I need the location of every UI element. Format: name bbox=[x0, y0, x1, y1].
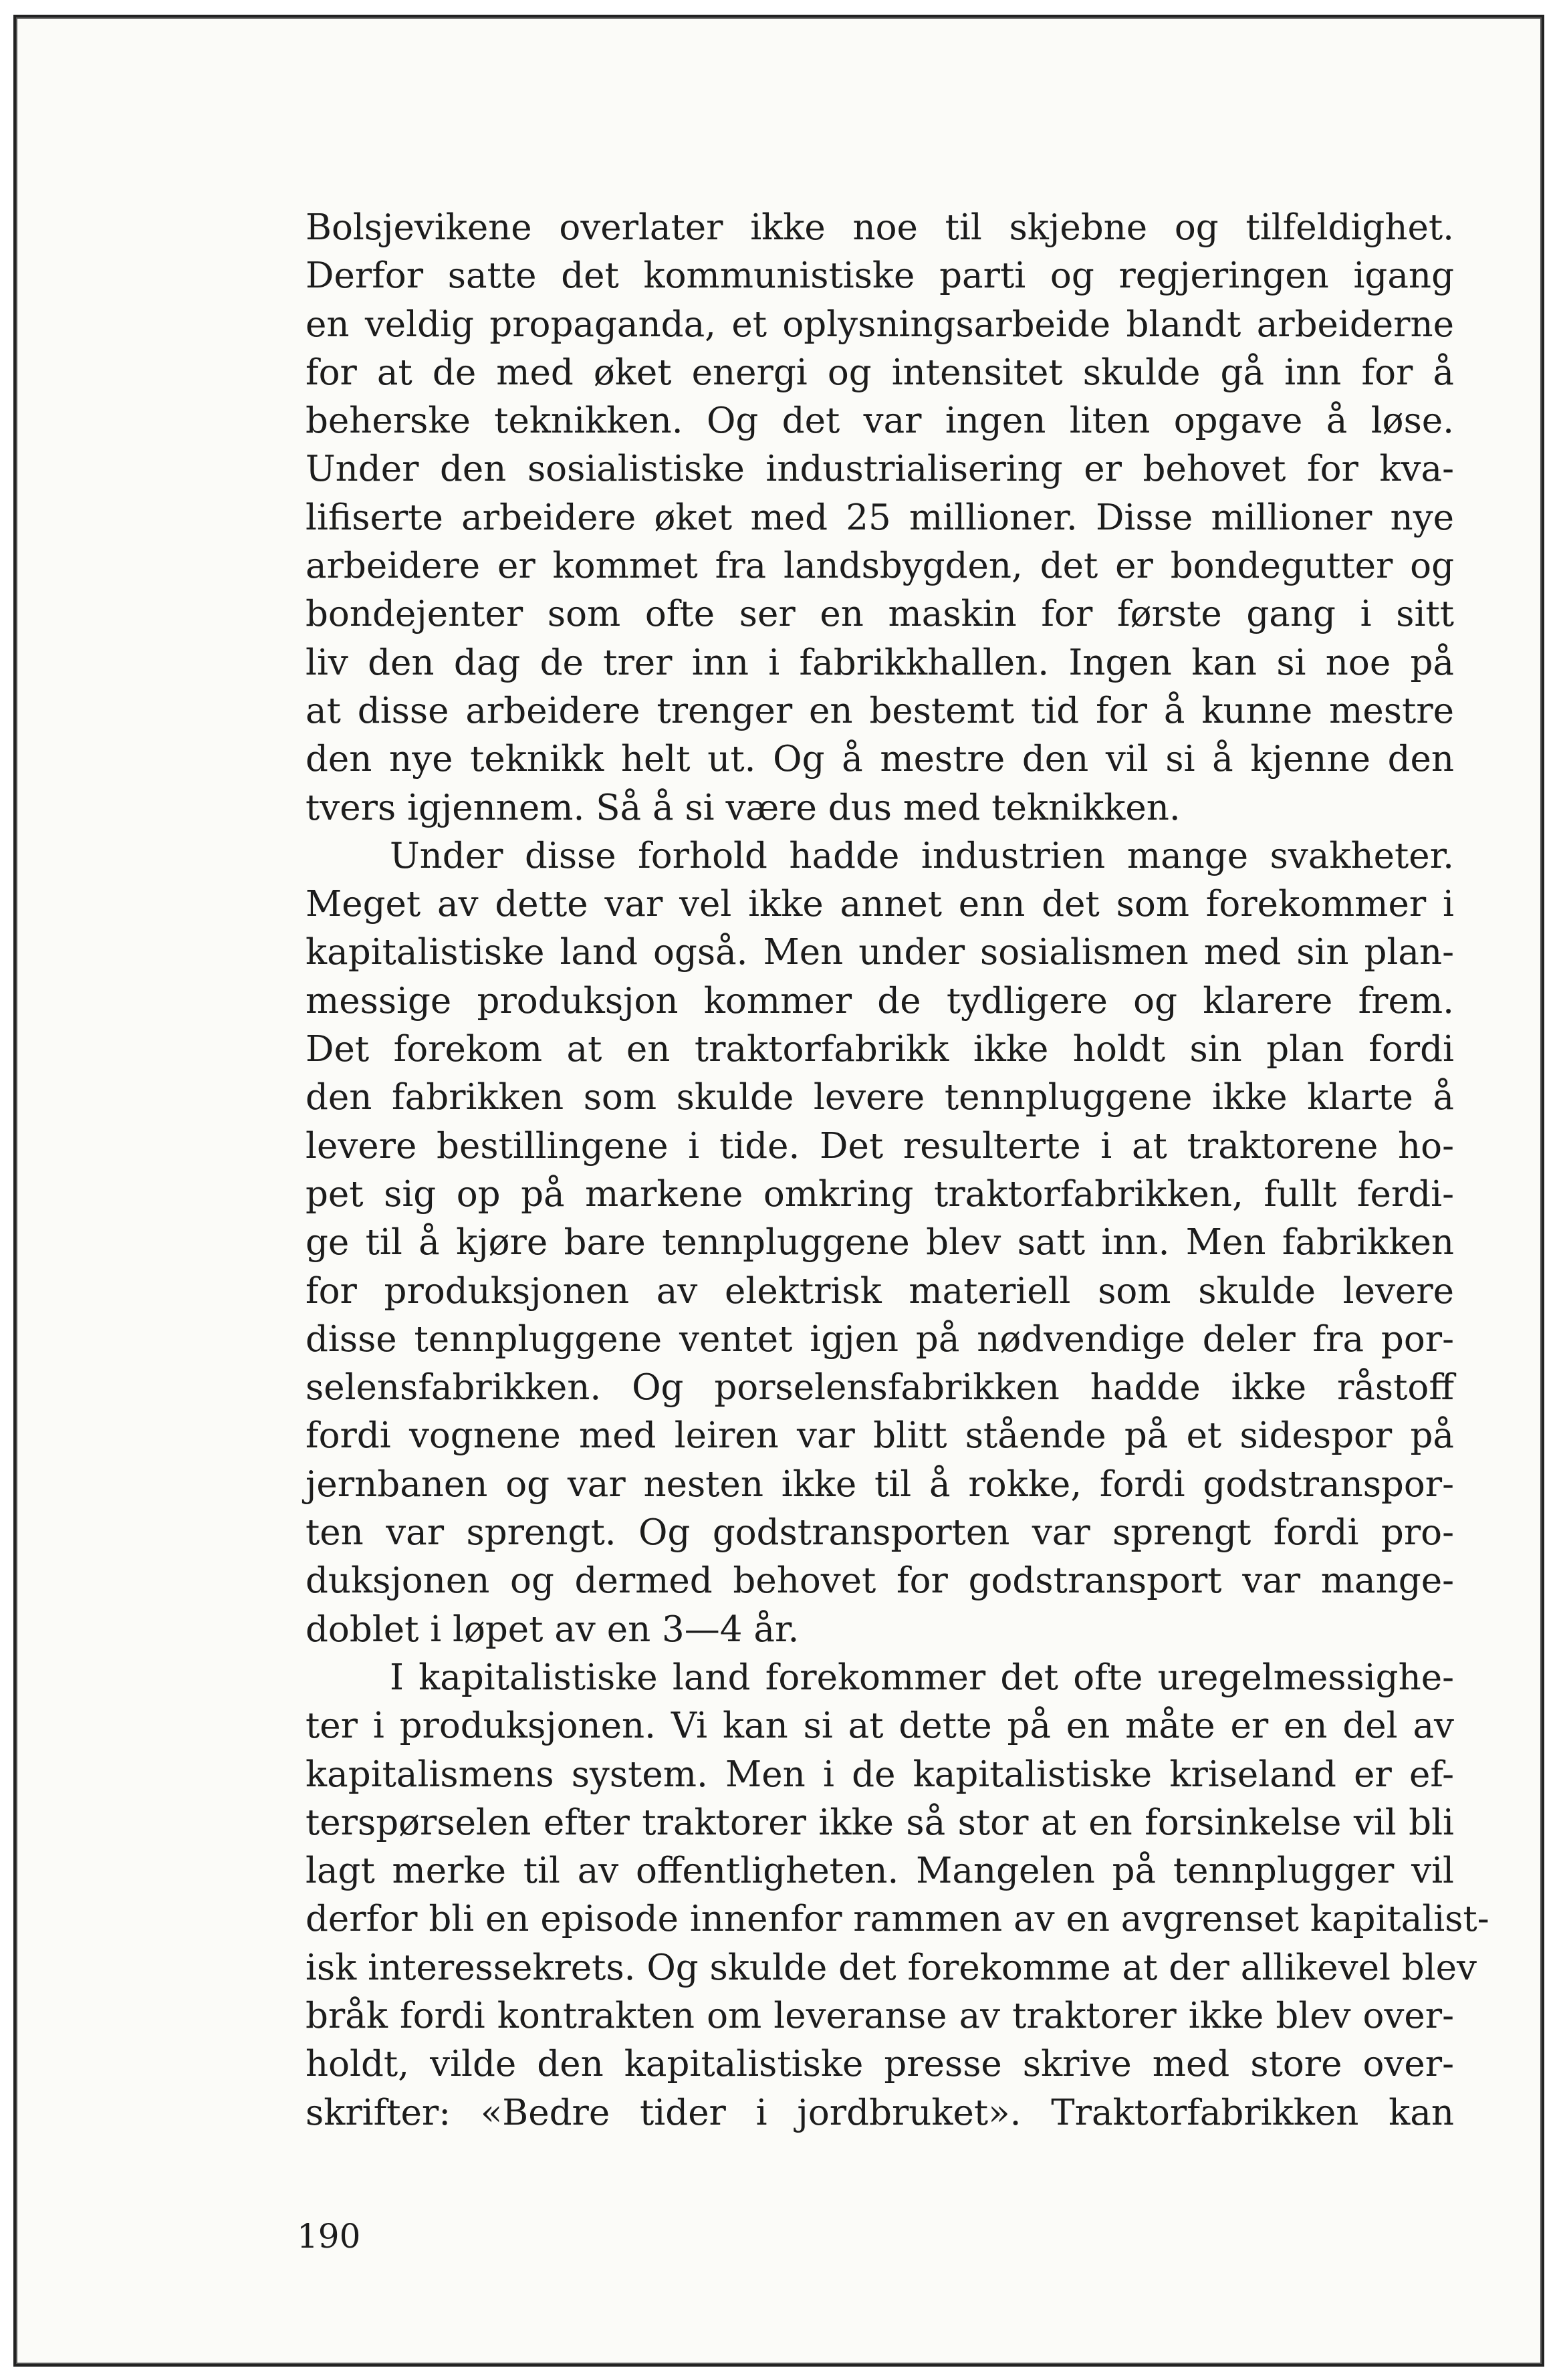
text-line: for at de med øket energi og intensitet skulde gå inn for å bbox=[306, 352, 1454, 393]
text-line: bråk fordi kontrakten om leveranse av traktorer ikke blev over- bbox=[306, 1995, 1454, 2036]
text-line: levere bestillingene i tide. Det resulterte i at traktorene ho- bbox=[306, 1125, 1454, 1167]
text-line: kapitalistiske land også. Men under sosialismen med sin plan- bbox=[306, 932, 1454, 973]
text-line: arbeidere er kommet fra landsbygden, det er bondegutter og bbox=[306, 546, 1454, 587]
text-line: isk interessekrets. Og skulde det forekomme at der allikevel blev bbox=[306, 1947, 1477, 1988]
text-line: at disse arbeidere trenger en bestemt tid for å kunne mestre bbox=[306, 690, 1454, 731]
text-line: den nye teknikk helt ut. Og å mestre den vil si å kjenne den bbox=[306, 739, 1454, 780]
text-line: liv den dag de trer inn i fabrikkhallen. Ingen kan si noe på bbox=[306, 642, 1454, 683]
text-line: ten var sprengt. Og godstransporten var sprengt fordi pro- bbox=[306, 1512, 1454, 1554]
text-line: Det forekom at en traktorfabrikk ikke holdt sin plan fordi bbox=[306, 1029, 1454, 1070]
text-line: beherske teknikken. Og det var ingen liten opgave å løse. bbox=[306, 400, 1454, 442]
text-line: Meget av dette var vel ikke annet enn det som forekommer i bbox=[306, 884, 1454, 925]
text-line: en veldig propaganda, et oplysningsarbeide blandt arbeiderne bbox=[306, 304, 1454, 345]
text-line: ter i produksjonen. Vi kan si at dette på en måte er en del av bbox=[306, 1705, 1454, 1747]
text-line: I kapitalistiske land forekommer det ofte uregelmessighe- bbox=[390, 1657, 1454, 1698]
text-line: derfor bli en episode innenfor rammen av en avgrenset kapitalist- bbox=[306, 1899, 1489, 1940]
text-line: lagt merke til av offentligheten. Mangelen på tennplugger vil bbox=[306, 1851, 1454, 1892]
text-line: Bolsjevikene overlater ikke noe til skjebne og tilfeldighet. bbox=[306, 207, 1454, 248]
page-number: 190 bbox=[297, 2217, 361, 2256]
body-text bbox=[306, 204, 1489, 2137]
text-line: Under disse forhold hadde industrien mange svakheter. bbox=[390, 835, 1454, 876]
text-line: holdt, vilde den kapitalistiske presse skrive med store over- bbox=[306, 2044, 1454, 2085]
text-line: for produksjonen av elektrisk materiell som skulde levere bbox=[306, 1270, 1454, 1312]
text-line: Derfor satte det kommunistiske parti og regjeringen igang bbox=[306, 255, 1454, 297]
text-line: fordi vognene med leiren var blitt stående på et sidespor på bbox=[306, 1415, 1454, 1457]
text-line: skrifter: «Bedre tider i jordbruket». Traktorfabrikken kan bbox=[306, 2092, 1454, 2133]
text-line: den fabrikken som skulde levere tennpluggene ikke klarte å bbox=[306, 1077, 1454, 1118]
text-line: pet sig op på markene omkring traktorfabrikken, fullt ferdi- bbox=[306, 1173, 1454, 1215]
text-line: ge til å kjøre bare tennpluggene blev satt inn. Men fabrikken bbox=[306, 1222, 1454, 1264]
text-line: disse tennpluggene ventet igjen på nødvendige deler fra por- bbox=[306, 1318, 1454, 1360]
text-line: Under den sosialistiske industrialisering er behovet for kva- bbox=[306, 449, 1454, 490]
text-line: jernbanen og var nesten ikke til å rokke, fordi godstranspor- bbox=[306, 1463, 1454, 1505]
text-line: kapitalismens system. Men i de kapitalistiske kriseland er ef- bbox=[306, 1754, 1454, 1795]
text-line: lifiserte arbeidere øket med 25 millioner. Disse millioner nye bbox=[306, 497, 1454, 538]
text-line: selensfabrikken. Og porselensfabrikken hadde ikke råstoff bbox=[306, 1367, 1454, 1409]
text-line: messige produksjon kommer de tydligere og klarere frem. bbox=[306, 980, 1454, 1022]
text-line: duksjonen og dermed behovet for godstransport var mange- bbox=[306, 1560, 1454, 1602]
text-line: doblet i løpet av en 3—4 år. bbox=[306, 1609, 800, 1650]
text-line: tvers igjennem. Så å si være dus med teknikken. bbox=[306, 787, 1181, 828]
text-line: terspørselen efter traktorer ikke så stor at en forsinkelse vil bli bbox=[306, 1802, 1454, 1843]
text-line: bondejenter som ofte ser en maskin for første gang i sitt bbox=[306, 594, 1454, 635]
